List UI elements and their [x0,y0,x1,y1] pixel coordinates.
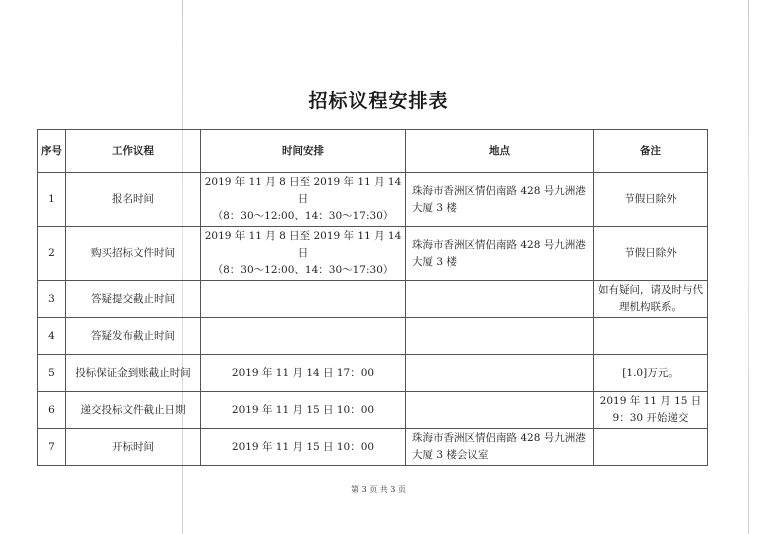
page-title: 招标议程安排表 [308,90,449,112]
cell-place: 珠海市香洲区情侣南路 428 号九洲港大厦 3 楼 [406,227,594,281]
cell-note: 节假日除外 [594,227,708,281]
cell-time: 2019 年 11 月 14 日 17：00 [201,355,406,392]
cell-note [594,318,708,355]
cell-seq: 2 [38,227,66,281]
time-line-1: 2019 年 11 月 8 日至 2019 年 11 月 14 日 [204,176,402,205]
cell-time [201,227,406,281]
cell-item: 开标时间 [66,429,201,466]
table-row [38,173,708,227]
table-row [38,355,708,392]
cell-item: 递交投标文件截止日期 [66,392,201,429]
cell-seq: 3 [38,281,66,318]
cell-note: 2019 年 11 月 15 日 9：30 开始递交 [594,392,708,429]
table-row [38,227,708,281]
cell-item: 投标保证金到账截止时间 [66,355,201,392]
time-line-2: （8：30～12:00、14：30～17:30） [212,210,394,222]
header-time: 时间安排 [201,130,406,173]
cell-time [201,281,406,318]
header-place: 地点 [406,130,594,173]
table-header-row [38,130,708,173]
page-footer: 第 3 页 共 3 页 [351,485,406,494]
cell-time [201,318,406,355]
schedule-table [37,129,708,466]
cell-place [406,355,594,392]
cell-place [406,281,594,318]
cell-item: 报名时间 [66,173,201,227]
cell-seq: 4 [38,318,66,355]
cell-place [406,392,594,429]
cell-note [594,429,708,466]
cell-item: 答疑发布截止时间 [66,318,201,355]
table-row [38,281,708,318]
cell-place: 珠海市香洲区情侣南路 428 号九洲港大厦 3 楼 [406,173,594,227]
cell-note: 如有疑问，请及时与代理机构联系。 [594,281,708,318]
time-line-1: 2019 年 11 月 8 日至 2019 年 11 月 14 日 [204,230,402,259]
cell-time: 2019 年 11 月 15 日 10：00 [201,429,406,466]
table-row [38,429,708,466]
header-note: 备注 [594,130,708,173]
cell-seq: 7 [38,429,66,466]
cell-item: 答疑提交截止时间 [66,281,201,318]
cell-place [406,318,594,355]
cell-seq: 1 [38,173,66,227]
cell-seq: 6 [38,392,66,429]
cell-time [201,173,406,227]
time-line-2: （8：30～12:00、14：30～17:30） [212,264,394,276]
table-row [38,392,708,429]
cell-note: [1.0]万元。 [594,355,708,392]
cell-item: 购买招标文件时间 [66,227,201,281]
header-seq: 序号 [38,130,66,173]
cell-note: 节假日除外 [594,173,708,227]
cell-time: 2019 年 11 月 15 日 10：00 [201,392,406,429]
header-item: 工作议程 [66,130,201,173]
table-row [38,318,708,355]
scan-edge-line [748,0,749,534]
cell-place: 珠海市香洲区情侣南路 428 号九洲港大厦 3 楼会议室 [406,429,594,466]
cell-seq: 5 [38,355,66,392]
